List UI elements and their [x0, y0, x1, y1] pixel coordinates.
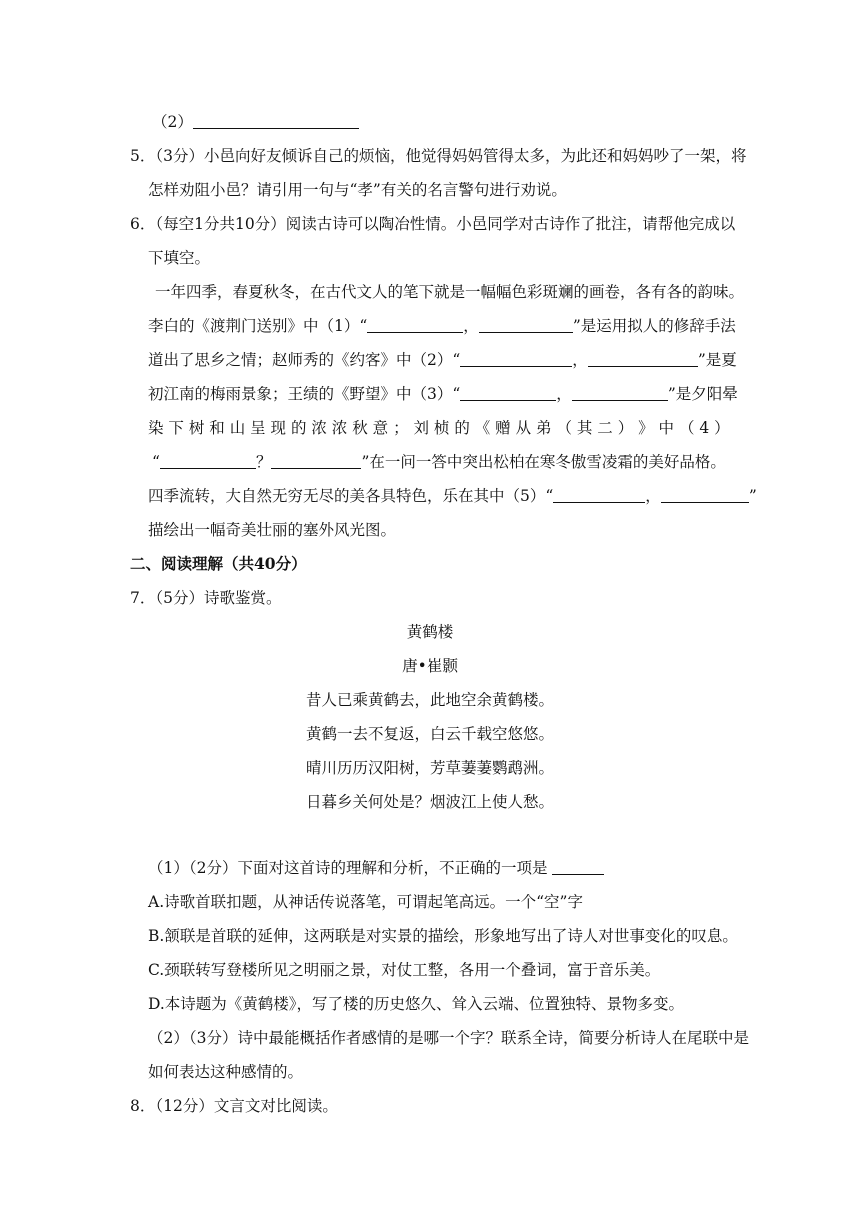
q6-char: 下	[168, 419, 184, 437]
q6-line1: 6．（每空1分共10分）阅读古诗可以陶冶性情。小邑同学对古诗作了批注，请帮他完成以	[130, 215, 736, 233]
q6-char: 赠	[495, 419, 511, 437]
q6-text: ，	[645, 487, 661, 505]
q6-blank-1a[interactable]	[367, 317, 463, 333]
q5-line2: 怎样劝阻小邑？请引用一句与“孝”有关的名言警句进行劝说。	[148, 181, 567, 199]
q5-line1: 5．（3分）小邑向好友倾诉自己的烦恼，他觉得妈妈管得太多，为此还和妈妈吵了一架，将	[130, 147, 747, 165]
q6-char: 的	[454, 419, 470, 437]
q6-text: ，	[572, 351, 588, 369]
q7-line1: 7．（5分）诗歌鉴赏。	[130, 589, 282, 607]
q6-char: ；	[393, 419, 409, 437]
q6-blank-1b[interactable]	[479, 317, 573, 333]
q6-char: 其	[576, 419, 593, 437]
q7-sub2-line1: （2）（3分）诗中最能概括作者感情的是哪一个字？联系全诗，简要分析诗人在尾联中是	[148, 1029, 749, 1047]
q6-text: “	[152, 453, 160, 471]
q6-char: ）	[714, 419, 730, 437]
q4-sub2-answer-blank[interactable]	[193, 113, 359, 129]
q6-char: 浓	[311, 419, 327, 437]
q6-text: ”是运用拟人的修辞手法	[572, 317, 736, 335]
q6-text: ？	[255, 453, 272, 471]
q6-text: 道出了思乡之情；赵师秀的《约客》中（2）“	[148, 351, 461, 369]
q6-blank-2b[interactable]	[588, 351, 698, 367]
q6-char: 山	[229, 419, 246, 437]
q8-line1: 8．（12分）文言文对比阅读。	[130, 1097, 338, 1115]
q6-char: 和	[209, 419, 225, 437]
q6-char: 二	[597, 419, 613, 437]
q6-text: ”	[748, 487, 757, 505]
q6-para-line7	[148, 486, 757, 506]
q6-text: ”是夕阳晕	[667, 385, 738, 403]
q6-text: 李白的《渡荆门送别》中（1）“	[148, 317, 368, 335]
q6-blank-5b[interactable]	[661, 487, 749, 503]
q6-text: ，	[463, 317, 479, 335]
q6-blank-3b[interactable]	[572, 385, 668, 401]
q6-para-line5	[148, 418, 730, 438]
q6-para-line2	[148, 316, 736, 336]
q6-char: 刘	[413, 419, 429, 437]
q6-char: （	[556, 419, 572, 437]
q4-sub2	[152, 112, 359, 132]
q7-sub1	[148, 858, 604, 878]
q6-text: 初江南的梅雨景象；王绩的《野望》中（3）“	[148, 385, 461, 403]
q6-char: 呈	[250, 419, 266, 437]
q6-text: ，	[556, 385, 572, 403]
q6-blank-4b[interactable]	[271, 453, 361, 469]
q6-char: 树	[188, 419, 205, 437]
q6-char: 4	[699, 419, 710, 437]
q6-text: 四季流转，大自然无穷无尽的美各具特色，乐在其中（5）“	[148, 487, 554, 505]
q6-para-line3	[148, 350, 737, 370]
q6-blank-4a[interactable]	[160, 453, 256, 469]
q6-char: 现	[270, 419, 287, 437]
section2-title: 二、阅读理解（共40分）	[130, 554, 307, 573]
q6-char: 染	[148, 419, 164, 437]
q6-char: 桢	[433, 419, 450, 437]
q6-line2: 下填空。	[148, 249, 211, 267]
poem-title: 黄鹤楼	[406, 623, 454, 641]
q7-sub2-line2: 如何表达这种感情的。	[148, 1063, 304, 1081]
poem-author: 唐•崔颢	[402, 657, 458, 675]
q6-char: 从	[515, 419, 532, 437]
q7-option-d: D.本诗题为《黄鹤楼》，写了楼的历史悠久、耸入云端、位置独特、景物多变。	[148, 995, 685, 1013]
poem-line: 昔人已乘黄鹤去，此地空余黄鹤楼。	[305, 691, 554, 709]
q6-para-line1: 一年四季，春夏秋冬，在古代文人的笔下就是一幅幅色彩斑斓的画卷，各有各的韵味。	[155, 283, 745, 301]
q6-blank-5a[interactable]	[553, 487, 645, 503]
q6-char: 弟	[536, 419, 552, 437]
q6-char: ）	[617, 419, 634, 437]
q6-text: ”是夏	[697, 351, 737, 369]
q6-para-line6	[152, 452, 726, 472]
q6-para-line8: 描绘出一幅奇美壮丽的塞外风光图。	[148, 521, 397, 539]
q6-char: 意	[372, 419, 389, 437]
q7-option-b: B.颔联是首联的延伸，这两联是对实景的描绘，形象地写出了诗人对世事变化的叹息。	[148, 927, 738, 945]
q6-char: 》	[638, 419, 654, 437]
q4-sub2-label: （2）	[152, 113, 193, 131]
q6-text: ”在一问一答中突出松柏在寒冬傲雪凌霜的美好品格。	[361, 453, 726, 471]
q6-char: 的	[290, 419, 307, 437]
q6-char: （	[678, 419, 695, 437]
poem-line: 黄鹤一去不复返，白云千载空悠悠。	[305, 725, 554, 743]
poem-line: 晴川历历汉阳树，芳草萋萋鹦鹉洲。	[305, 759, 554, 777]
q6-char: 秋	[352, 419, 368, 437]
q7-option-a: A.诗歌首联扣题，从神话传说落笔，可谓起笔高远。一个“空”字	[148, 893, 583, 911]
q6-char: 中	[658, 419, 675, 437]
poem-line: 日暮乡关何处是？烟波江上使人愁。	[305, 793, 554, 811]
q6-blank-2a[interactable]	[460, 351, 572, 367]
q6-blank-3a[interactable]	[460, 385, 556, 401]
q7-option-c: C.颈联转写登楼所见之明丽之景，对仗工整，各用一个叠词，富于音乐美。	[148, 961, 661, 979]
q6-char: 浓	[331, 419, 348, 437]
q6-para-line4	[148, 384, 738, 404]
q7-sub1-text: （1）（2分）下面对这首诗的理解和分析，不正确的一项是	[148, 859, 548, 877]
q6-char: 《	[474, 419, 491, 437]
q7-sub1-answer-blank[interactable]	[552, 859, 604, 875]
